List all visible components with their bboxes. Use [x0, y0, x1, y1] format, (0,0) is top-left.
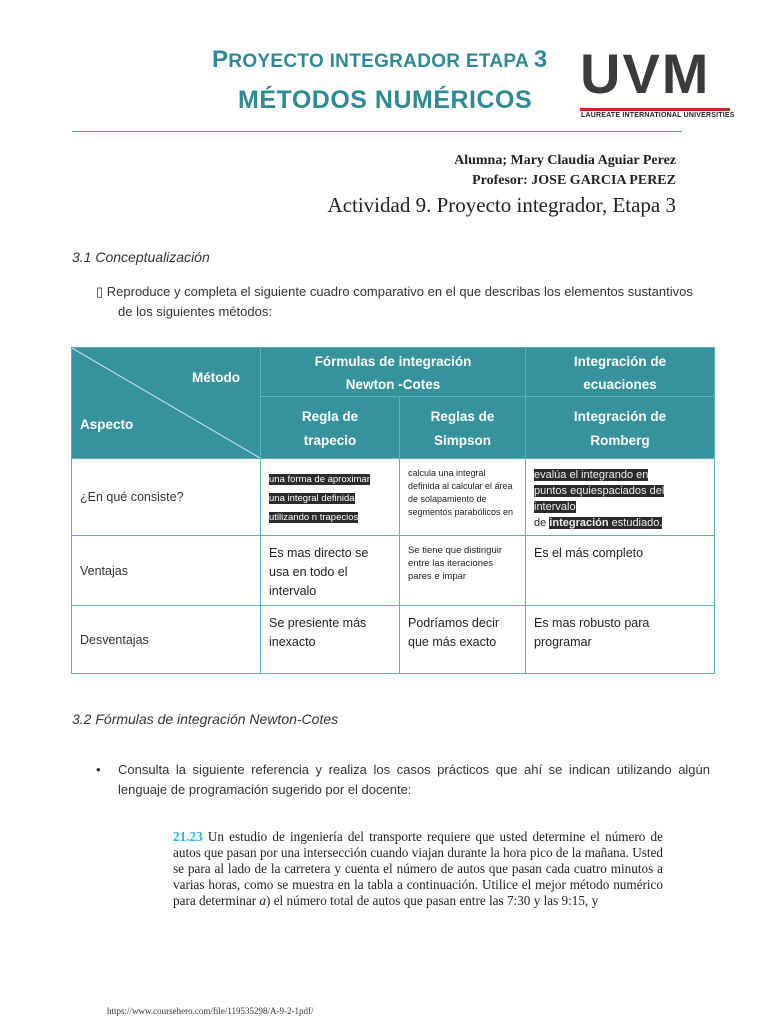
student-name: Alumna; Mary Claudia Aguiar Perez	[454, 153, 676, 168]
professor-name: Profesor: JOSE GARCIA PEREZ	[472, 173, 676, 188]
corner-aspect-label: Aspecto	[80, 417, 134, 432]
section-title-3-2: 3.2 Fórmulas de integración Newton-Cotes	[72, 711, 339, 727]
cell-romberg: Es mas robusto para programar	[526, 606, 715, 674]
header-ecuaciones: Integración de ecuaciones	[526, 348, 715, 397]
activity-title: Actividad 9. Proyecto integrador, Etapa 3	[327, 193, 676, 217]
header-newton-cotes: Fórmulas de integración Newton -Cotes	[261, 348, 526, 397]
logo-subtitle: LAUREATE INTERNATIONAL UNIVERSITIES	[581, 112, 735, 119]
cell-trapecio: Es mas directo se usa en todo el intervalo	[261, 536, 400, 606]
row-label: Ventajas	[72, 536, 261, 606]
header-trapecio: Regla de trapecio	[261, 397, 400, 459]
corner-method-label: Método	[192, 370, 240, 385]
logo-text: UVM	[580, 42, 711, 105]
cell-simpson: calcula una integral definida al calcular el área de solapamiento de segmentos parabólicos en	[400, 459, 526, 536]
header-simpson: Reglas de Simpson	[400, 397, 526, 459]
instruction-paragraph	[96, 282, 696, 322]
row-label: Desventajas	[72, 606, 261, 674]
table-row	[72, 459, 715, 536]
bullet-icon: •	[96, 762, 101, 777]
checkbox-glyph-icon: ▯	[96, 284, 104, 299]
instruction-line-2: de los siguientes métodos:	[118, 304, 272, 319]
footer-url: https://www.coursehero.com/file/119535298/A-9-2-1pdf/	[107, 1006, 314, 1016]
header-divider	[72, 131, 682, 132]
table-corner-cell	[72, 348, 261, 459]
cell-simpson: Podríamos decir que más exacto	[400, 606, 526, 674]
cell-trapecio: Se presiente más inexacto	[261, 606, 400, 674]
table-row	[72, 536, 715, 606]
cell-simpson: Se tiene que distinguir entre las iteraciones pares e impar	[400, 536, 526, 606]
corner-diagonal-line	[72, 348, 260, 458]
instruction-line-1: ▯ Reproduce y completa el siguiente cuadro comparativo en el que describas los elementos sustantivos	[96, 284, 693, 299]
logo-red-bar	[580, 108, 730, 111]
section-title-3-1: 3.1 Conceptualización	[72, 249, 210, 265]
cell-romberg: evalúa el integrando en puntos equiespaciados del intervalo de integración estudiado.	[526, 459, 715, 536]
comparison-table	[71, 347, 715, 674]
document-subtitle: MÉTODOS NUMÉRICOS	[238, 86, 533, 114]
uvm-logo	[580, 42, 735, 122]
cell-romberg: Es el más completo	[526, 536, 715, 606]
document-title: PROYECTO INTEGRADOR ETAPA 3	[212, 46, 548, 73]
cell-trapecio: una forma de aproximar una integral definida utilizando n trapecios	[261, 459, 400, 536]
row-label: ¿En qué consiste?	[72, 459, 261, 536]
bullet-paragraph: • Consulta la siguiente referencia y realiza los casos prácticos que ahí se indican utilizando algún lenguaje de programación sugerido por el docente:	[96, 762, 710, 797]
table-row	[72, 606, 715, 674]
problem-21-23: 21.23 Un estudio de ingeniería del transporte requiere que usted determine el número de autos que pasan por una intersección cuando viajan durante la hora pico de la mañana. Usted se para al lado de la carretera y cuenta el número de autos que pasan cada cuatro minutos a varias horas, como se muestra en la tabla a continuación. Utilice el mejor método numérico para determinar a) el número total de autos que pasan entre las 7:30 y las 9:15, y	[173, 829, 663, 908]
header-romberg: Integración de Romberg	[526, 397, 715, 459]
